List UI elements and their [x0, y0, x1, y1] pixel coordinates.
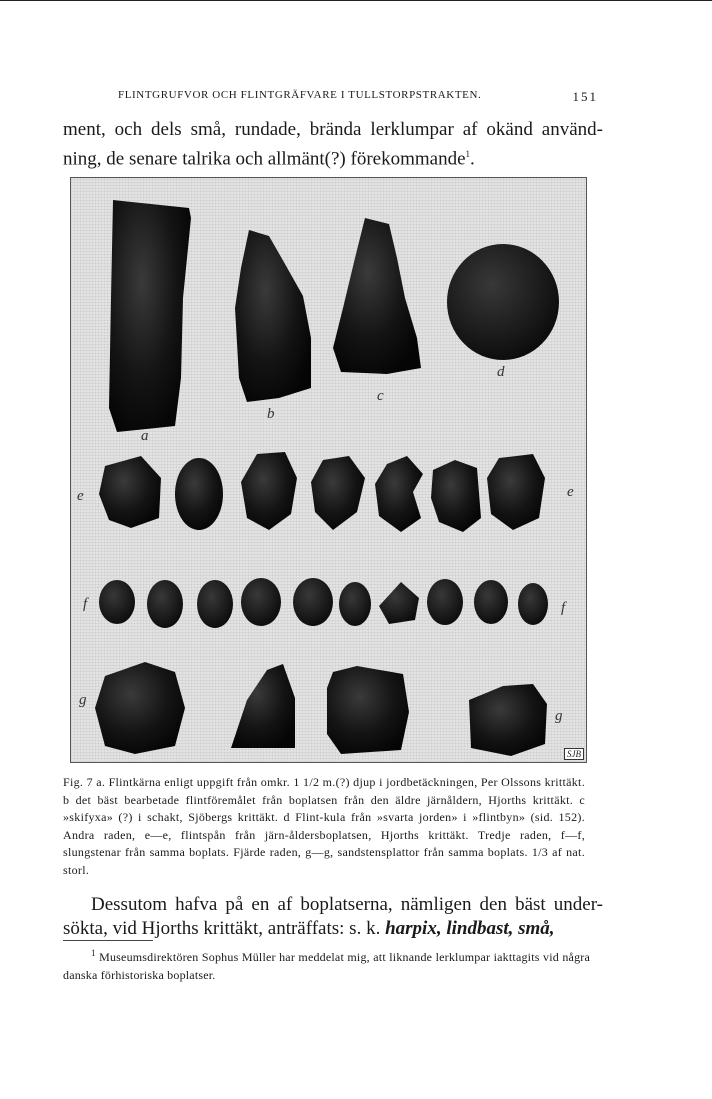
label-g-right: g	[555, 708, 563, 724]
artifact-e7	[487, 454, 545, 530]
artifact-e2	[175, 458, 223, 530]
artifact-f4	[241, 578, 281, 626]
artifact-a-core	[109, 200, 191, 432]
label-e-right: e	[567, 484, 574, 500]
footnote-marker: 1	[91, 948, 96, 958]
body-paragraph	[63, 893, 603, 941]
figure-plate	[70, 177, 587, 763]
label-f-right: f	[561, 600, 566, 616]
artifact-f3	[197, 580, 233, 628]
artifact-f2	[147, 580, 183, 628]
running-header	[118, 89, 598, 105]
page-number: 151	[572, 89, 598, 104]
italic-terms: harpix, lindbast, små,	[385, 918, 555, 939]
label-e-left: e	[77, 488, 84, 504]
intro-footnote-ref: 1	[465, 149, 471, 159]
artifact-f8	[427, 579, 463, 625]
artifact-d-flint-ball	[447, 244, 559, 360]
artifact-photo	[71, 178, 586, 762]
artifact-f7	[379, 582, 419, 624]
artifact-g1	[95, 662, 185, 754]
footnote	[63, 944, 590, 984]
artifact-b-blade	[235, 230, 311, 402]
artifact-f6	[339, 582, 371, 626]
figure-caption: Fig. 7 a. Flintkärna enligt uppgift från omkr. 1 1/2 m.(?) djup i jordbetäckningen, Per Olssons krittäkt. b det bäst bearbetade flintföremålet från boplatsen från den äldre järnåldern, Hjorths krittäkt. c »skifyxa» (?) i schakt, Sjöbergs krittäkt. d Flint-kula från »svarta jorden» i »flintbyn» (sid. 152). Andra raden, e—e, flintspån från järn-åldersboplatsen, Hjorths krittäkt. Tredje raden, f—f, slungstenar från samma boplats. Fjärde raden, g—g, sandstensplattor från samma boplats. 1/3 af nat. storl.	[63, 775, 585, 877]
engraver-signature: SJB	[564, 748, 584, 760]
artifact-f5	[293, 578, 333, 626]
label-c: c	[377, 388, 384, 404]
label-b: b	[267, 406, 275, 422]
artifact-f1	[99, 580, 135, 624]
top-rule	[0, 0, 712, 1]
footnote-text: Museumsdirektören Sophus Müller har meddelat mig, att liknande lerklumpar iakttagits vid några danska förhistoriska boplatser.	[63, 950, 590, 982]
intro-text: ment, och dels små, rundade, brända lerklumpar af okänd använd-ning, de senare talrika och allmänt(?) förekommande	[63, 119, 603, 170]
label-f-left: f	[83, 596, 88, 612]
label-g-left: g	[79, 692, 87, 708]
artifact-g2	[231, 664, 295, 748]
artifact-g4	[469, 684, 547, 756]
artifact-e1	[99, 456, 161, 528]
label-d: d	[497, 364, 505, 380]
artifact-e3	[241, 452, 297, 530]
label-a: a	[141, 428, 149, 444]
body-text: Dessutom hafva på en af boplatserna, nämligen den bäst under-sökta, vid Hjorths krittäkt, anträffats: s. k.	[63, 894, 603, 939]
artifact-g3	[327, 666, 409, 754]
intro-paragraph: ment, och dels små, rundade, brända lerklumpar af okänd använd-ning, de senare talrika och allmänt(?) förekommande$^1$.	[63, 119, 603, 170]
artifact-f10	[518, 583, 548, 625]
artifact-e6	[431, 460, 481, 532]
artifact-e4	[311, 456, 365, 530]
artifact-e5	[375, 456, 423, 532]
artifact-f9	[474, 580, 508, 624]
footnote-rule	[63, 940, 153, 941]
running-title: FLINTGRUFVOR OCH FLINTGRÄFVARE I TULLSTORPSTRAKTEN.	[118, 89, 482, 101]
artifact-c-adze	[333, 218, 421, 374]
